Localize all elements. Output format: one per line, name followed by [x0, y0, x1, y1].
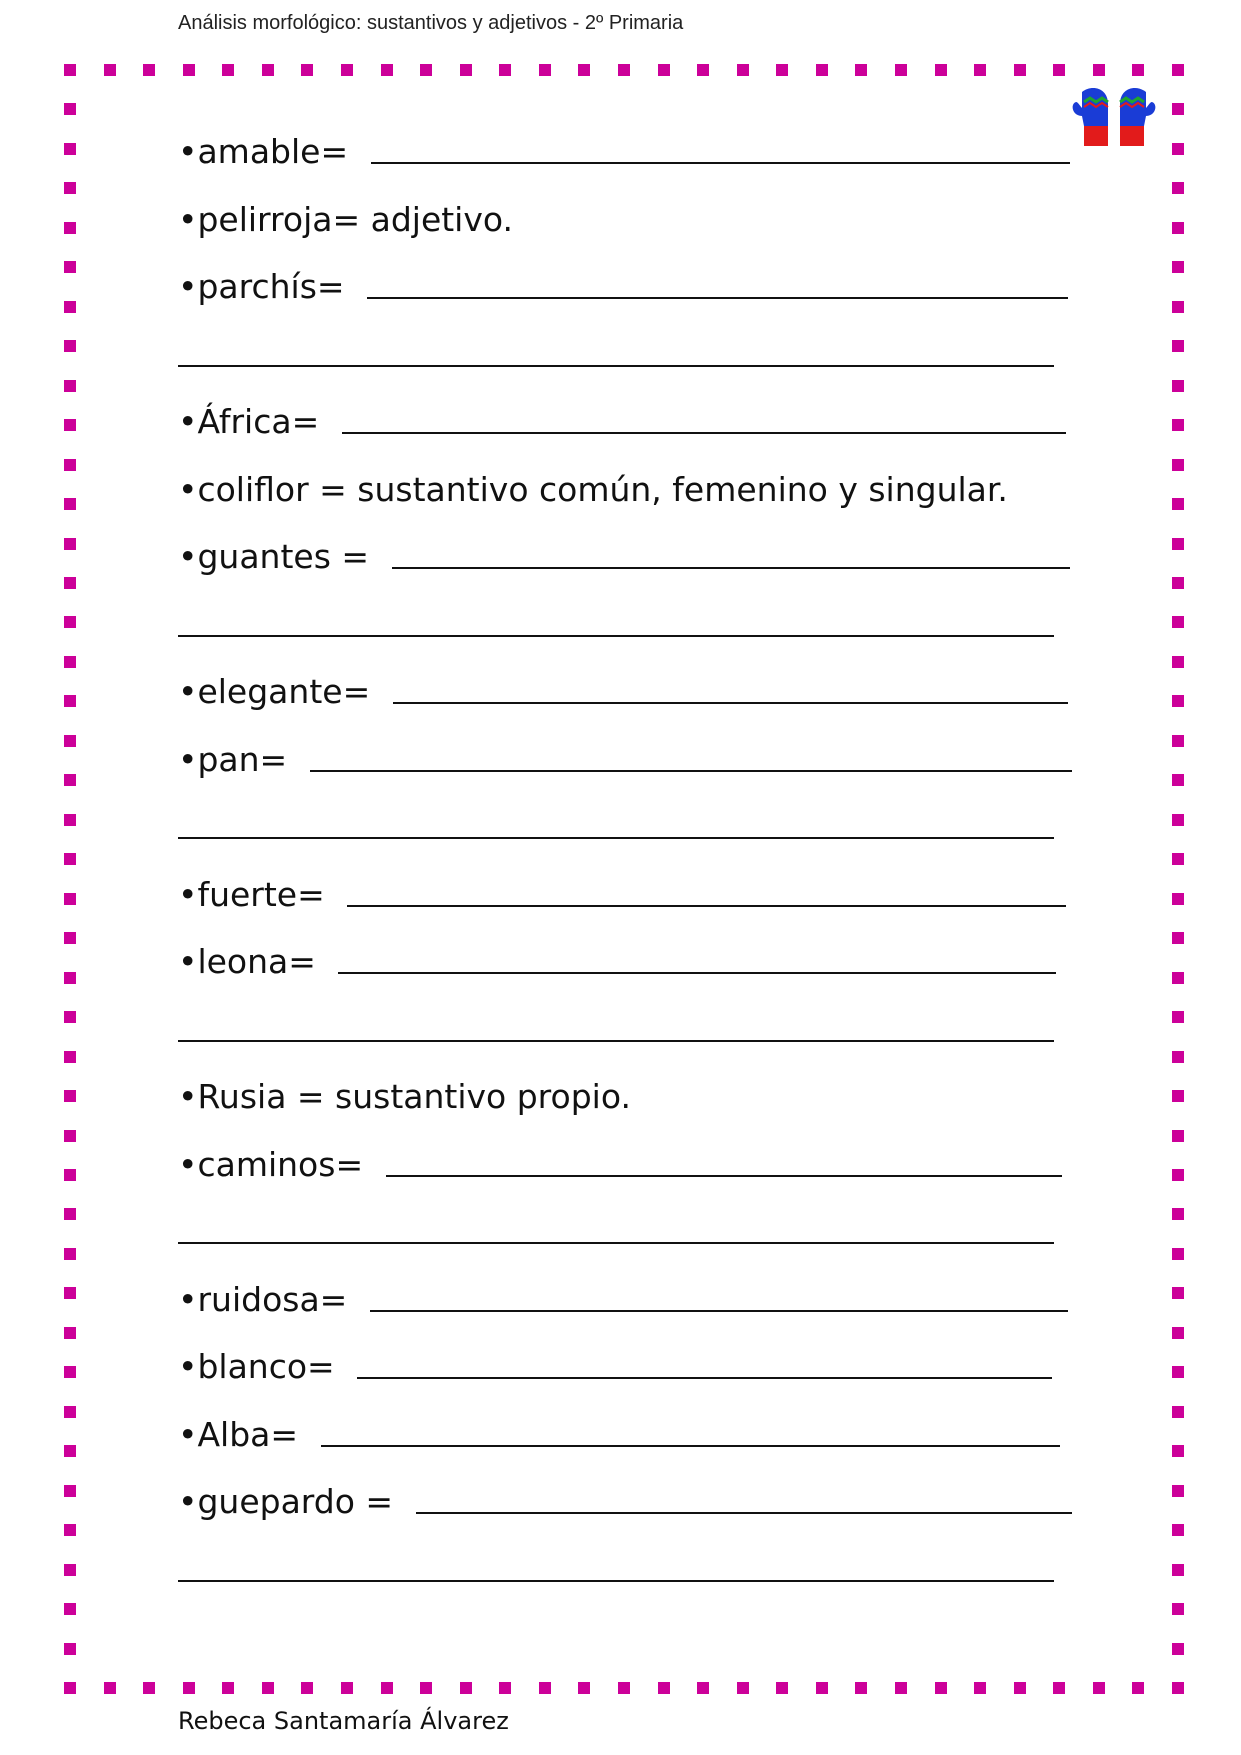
border-dot — [1172, 301, 1184, 313]
border-dot — [1132, 64, 1144, 76]
page-footer-author: Rebeca Santamaría Álvarez — [178, 1707, 509, 1735]
border-dot — [64, 538, 76, 550]
border-dot — [64, 695, 76, 707]
answer-blank[interactable] — [178, 1579, 1054, 1582]
exercise-line — [178, 168, 1068, 239]
answer-blank[interactable] — [416, 1511, 1072, 1514]
exercise-label: •caminos= — [178, 1144, 374, 1184]
border-dot — [1172, 774, 1184, 786]
border-dot — [1172, 1090, 1184, 1102]
border-dot — [64, 1485, 76, 1497]
answer-blank[interactable] — [338, 971, 1056, 974]
exercise-line[interactable] — [178, 640, 1068, 711]
border-dot — [64, 340, 76, 352]
exercise-line[interactable] — [178, 843, 1066, 914]
exercise-line[interactable] — [178, 1450, 1072, 1521]
border-dot — [64, 64, 76, 76]
border-dot — [658, 1682, 670, 1694]
answer-blank[interactable] — [178, 1039, 1054, 1042]
border-dot — [64, 1524, 76, 1536]
border-dot — [1172, 1366, 1184, 1378]
border-dot — [64, 1208, 76, 1220]
border-dot — [1172, 1248, 1184, 1260]
border-dot — [222, 1682, 234, 1694]
exercise-label: •Rusia = sustantivo propio. — [178, 1077, 631, 1116]
answer-blank[interactable] — [371, 161, 1070, 164]
border-dot — [1172, 695, 1184, 707]
exercise-label: •fuerte= — [178, 874, 336, 914]
border-dot — [974, 64, 986, 76]
border-dot — [143, 1682, 155, 1694]
border-dot — [104, 1682, 116, 1694]
answer-blank[interactable] — [386, 1174, 1062, 1177]
border-dot — [618, 64, 630, 76]
border-dot — [64, 893, 76, 905]
exercise-line[interactable] — [178, 1518, 1054, 1586]
border-dot — [1172, 577, 1184, 589]
border-dot — [974, 1682, 986, 1694]
border-dot — [64, 103, 76, 115]
border-dot — [1172, 1287, 1184, 1299]
border-dot — [1172, 222, 1184, 234]
border-dot — [64, 301, 76, 313]
border-dot — [697, 1682, 709, 1694]
border-dot — [1172, 103, 1184, 115]
border-dot — [64, 616, 76, 628]
border-dot — [1172, 1169, 1184, 1181]
border-dot — [935, 1682, 947, 1694]
border-dot — [64, 932, 76, 944]
border-dot — [64, 1090, 76, 1102]
border-dot — [262, 64, 274, 76]
border-dot — [1014, 64, 1026, 76]
border-dot — [104, 64, 116, 76]
border-dot — [64, 853, 76, 865]
border-dot — [64, 143, 76, 155]
border-dot — [697, 64, 709, 76]
exercise-label: •amable= — [178, 132, 359, 171]
border-dot — [381, 64, 393, 76]
answer-blank[interactable] — [393, 701, 1068, 704]
exercise-line — [178, 438, 1068, 509]
exercise-line[interactable] — [178, 708, 1072, 779]
border-dot — [578, 1682, 590, 1694]
answer-blank[interactable] — [367, 296, 1068, 299]
exercise-line[interactable] — [178, 1113, 1062, 1184]
border-dot — [1053, 64, 1065, 76]
border-dot — [262, 1682, 274, 1694]
border-dot — [341, 64, 353, 76]
left-mitten — [1073, 88, 1108, 146]
border-dot — [935, 64, 947, 76]
border-dot — [737, 1682, 749, 1694]
border-dot — [1172, 1603, 1184, 1615]
exercise-label: •Alba= — [178, 1414, 309, 1454]
border-dot — [64, 459, 76, 471]
border-dot — [64, 380, 76, 392]
border-dot — [776, 64, 788, 76]
border-dot — [64, 735, 76, 747]
border-dot — [1172, 1406, 1184, 1418]
border-dot — [1172, 1051, 1184, 1063]
border-dot — [301, 64, 313, 76]
border-dot — [816, 1682, 828, 1694]
exercise-label: •leona= — [178, 942, 327, 981]
exercise-line — [178, 1045, 1068, 1116]
border-dot — [64, 814, 76, 826]
exercise-label: •África= — [178, 402, 330, 441]
exercise-line[interactable] — [178, 1315, 1052, 1386]
border-dot — [64, 1445, 76, 1457]
exercise-label: •guantes = — [178, 537, 380, 576]
exercise-line[interactable] — [178, 370, 1066, 441]
border-dot — [1172, 1327, 1184, 1339]
border-dot — [855, 64, 867, 76]
exercise-label: •guepardo = — [178, 1482, 404, 1521]
exercise-label: •parchís= — [178, 267, 356, 306]
border-dot — [381, 1682, 393, 1694]
mittens-icon — [1068, 86, 1160, 148]
border-dot — [895, 64, 907, 76]
border-dot — [1172, 1485, 1184, 1497]
border-dot — [776, 1682, 788, 1694]
border-dot — [1172, 1682, 1184, 1694]
border-dot — [1172, 182, 1184, 194]
border-dot — [1014, 1682, 1026, 1694]
border-dot — [64, 1130, 76, 1142]
border-dot — [460, 1682, 472, 1694]
border-dot — [658, 64, 670, 76]
border-dot — [64, 1169, 76, 1181]
border-dot — [1172, 459, 1184, 471]
border-dot — [64, 1564, 76, 1576]
answer-blank[interactable] — [310, 769, 1072, 772]
border-dot — [1172, 893, 1184, 905]
border-dot — [1172, 656, 1184, 668]
exercise-label: •pelirroja= adjetivo. — [178, 199, 513, 239]
border-dot — [1172, 814, 1184, 826]
border-dot — [1172, 1524, 1184, 1536]
border-dot — [1093, 1682, 1105, 1694]
border-dot — [895, 1682, 907, 1694]
border-dot — [1172, 1011, 1184, 1023]
exercise-line[interactable] — [178, 303, 1054, 371]
border-dot — [816, 64, 828, 76]
border-dot — [420, 64, 432, 76]
border-dot — [420, 1682, 432, 1694]
border-dot — [737, 64, 749, 76]
border-dot — [499, 1682, 511, 1694]
exercise-label: •pan= — [178, 739, 298, 779]
border-dot — [1172, 616, 1184, 628]
border-dot — [64, 1051, 76, 1063]
answer-blank[interactable] — [178, 836, 1054, 839]
border-dot — [1172, 1445, 1184, 1457]
border-dot — [539, 64, 551, 76]
border-dot — [64, 1643, 76, 1655]
border-dot — [64, 1406, 76, 1418]
border-dot — [64, 1287, 76, 1299]
right-mitten — [1120, 88, 1155, 146]
border-dot — [1093, 64, 1105, 76]
exercise-line[interactable] — [178, 910, 1056, 981]
border-dot — [855, 1682, 867, 1694]
exercise-line[interactable] — [178, 100, 1070, 171]
border-dot — [618, 1682, 630, 1694]
border-dot — [1053, 1682, 1065, 1694]
border-dot — [64, 972, 76, 984]
answer-blank[interactable] — [178, 1241, 1054, 1244]
border-dot — [1172, 972, 1184, 984]
border-dot — [64, 1366, 76, 1378]
border-dot — [1172, 419, 1184, 431]
border-dot — [1172, 1130, 1184, 1142]
answer-blank[interactable] — [321, 1444, 1060, 1447]
answer-blank[interactable] — [342, 431, 1066, 434]
exercise-label: •blanco= — [178, 1347, 346, 1386]
border-dot — [183, 1682, 195, 1694]
exercise-line[interactable] — [178, 505, 1070, 576]
border-dot — [64, 261, 76, 273]
border-dot — [1172, 64, 1184, 76]
border-dot — [64, 577, 76, 589]
border-dot — [64, 1248, 76, 1260]
exercise-line[interactable] — [178, 1180, 1054, 1248]
border-dot — [222, 64, 234, 76]
border-dot — [64, 182, 76, 194]
answer-blank[interactable] — [178, 364, 1054, 367]
answer-blank[interactable] — [370, 1309, 1068, 1312]
border-dot — [1172, 853, 1184, 865]
exercise-line[interactable] — [178, 1248, 1068, 1319]
border-dot — [64, 1011, 76, 1023]
exercise-line[interactable] — [178, 573, 1054, 641]
border-dot — [1172, 1208, 1184, 1220]
exercise-line[interactable] — [178, 1383, 1060, 1454]
border-dot — [1172, 380, 1184, 392]
exercise-label: •ruidosa= — [178, 1279, 358, 1319]
answer-blank[interactable] — [347, 904, 1066, 907]
border-dot — [1172, 735, 1184, 747]
border-dot — [1172, 498, 1184, 510]
border-dot — [1172, 340, 1184, 352]
border-dot — [1172, 143, 1184, 155]
page-header: Análisis morfológico: sustantivos y adjetivos - 2º Primaria — [178, 12, 684, 34]
border-dot — [578, 64, 590, 76]
border-dot — [64, 222, 76, 234]
exercise-label: •elegante= — [178, 672, 381, 711]
border-dot — [64, 1682, 76, 1694]
border-dot — [143, 64, 155, 76]
answer-blank[interactable] — [178, 634, 1054, 637]
border-dot — [460, 64, 472, 76]
answer-blank[interactable] — [392, 566, 1070, 569]
border-dot — [301, 1682, 313, 1694]
exercise-line[interactable] — [178, 775, 1054, 843]
exercise-label: •coliflor = sustantivo común, femenino y singular. — [178, 469, 1008, 509]
exercise-line[interactable] — [178, 235, 1068, 306]
border-dot — [1172, 261, 1184, 273]
border-dot — [64, 419, 76, 431]
border-dot — [1172, 1643, 1184, 1655]
border-dot — [64, 774, 76, 786]
border-dot — [64, 1603, 76, 1615]
border-dot — [1172, 538, 1184, 550]
border-dot — [64, 656, 76, 668]
border-dot — [183, 64, 195, 76]
border-dot — [64, 1327, 76, 1339]
answer-blank[interactable] — [357, 1376, 1052, 1379]
border-dot — [499, 64, 511, 76]
exercise-line[interactable] — [178, 978, 1054, 1046]
border-dot — [341, 1682, 353, 1694]
border-dot — [1172, 932, 1184, 944]
border-dot — [64, 498, 76, 510]
border-dot — [1172, 1564, 1184, 1576]
border-dot — [1132, 1682, 1144, 1694]
border-dot — [539, 1682, 551, 1694]
